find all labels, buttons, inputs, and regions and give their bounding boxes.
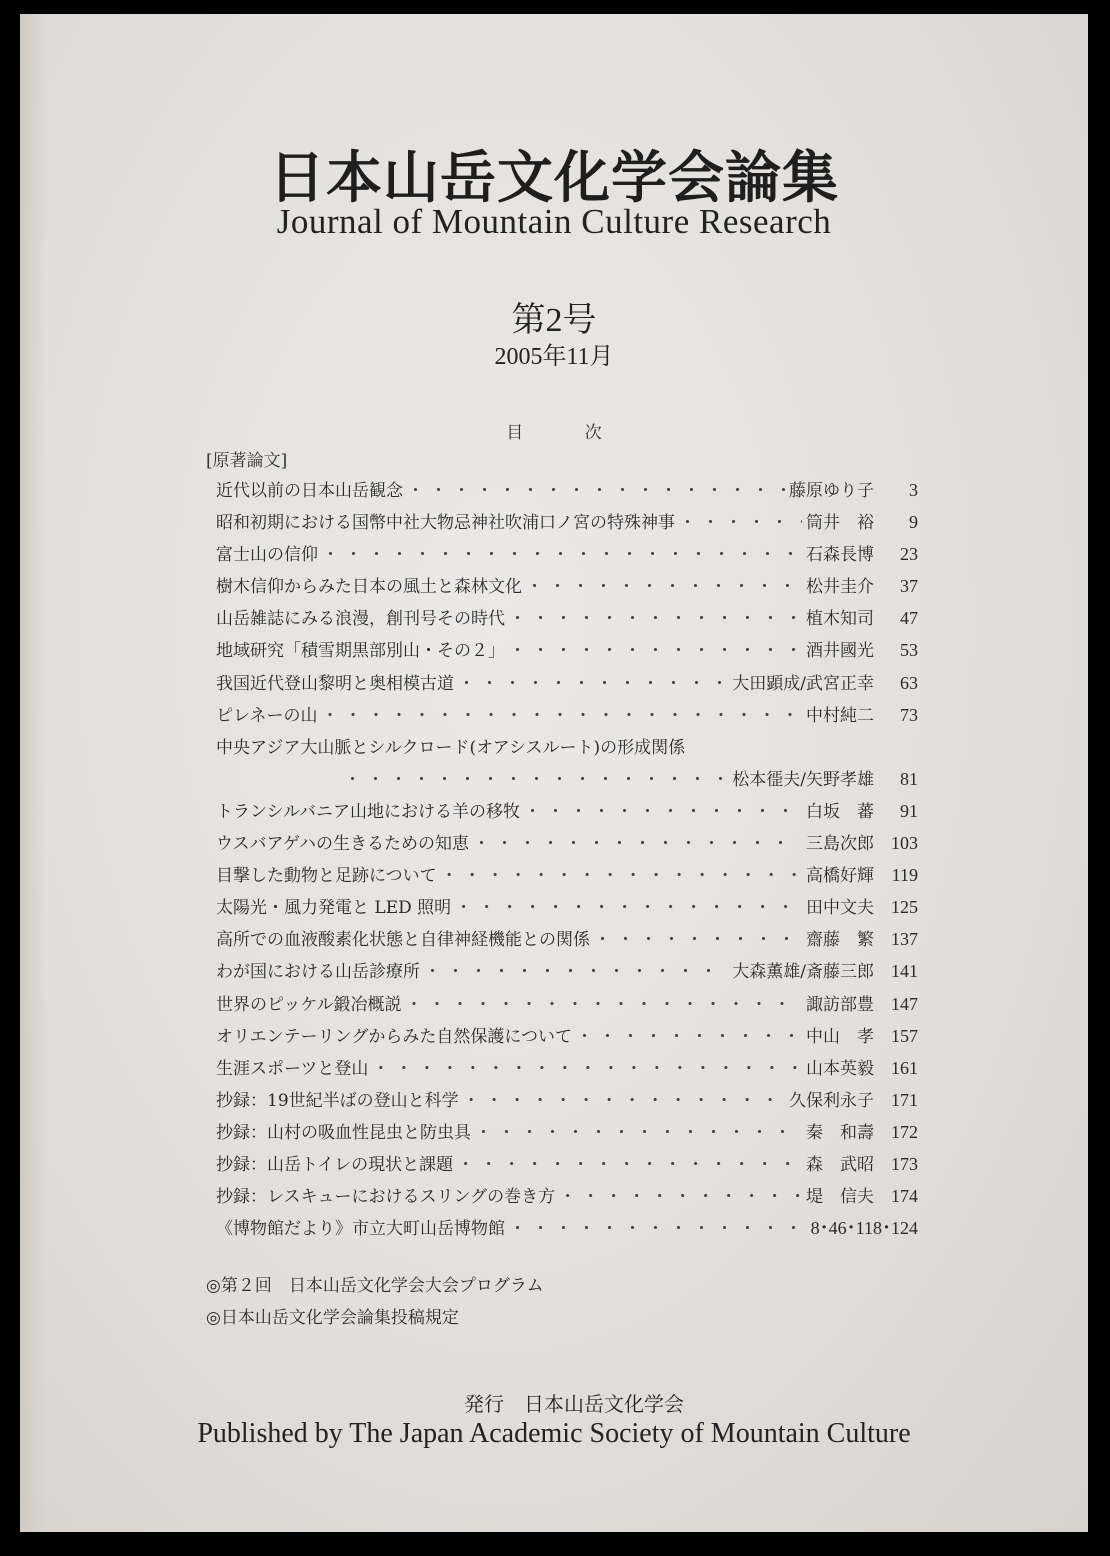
toc-row <box>216 604 918 636</box>
toc-leader-dots <box>344 765 728 790</box>
toc-author: 筒井 裕 <box>806 513 874 534</box>
toc-page-number: 141 <box>891 961 918 982</box>
toc-row <box>216 669 918 701</box>
toc-row <box>216 1214 918 1246</box>
toc-title: 目撃した動物と足跡について <box>216 866 437 887</box>
toc-row <box>216 957 918 989</box>
toc-leader-dots <box>475 1118 802 1143</box>
toc-title: 富士山の信仰 <box>216 545 318 566</box>
toc-leader-dots <box>509 636 802 661</box>
toc-title: オリエンテーリングからみた自然保護について <box>216 1026 572 1047</box>
toc-page-number: 73 <box>900 704 918 725</box>
toc-author: 植木知司 <box>806 609 874 630</box>
toc-title: 抄録：19世紀半ばの登山と科学 <box>216 1090 459 1111</box>
toc-page-number: 23 <box>900 544 918 565</box>
toc-row <box>216 990 918 1022</box>
toc-author: 酒井國光 <box>806 641 874 662</box>
toc-page-number: 157 <box>891 1025 918 1046</box>
toc-leader-dots <box>679 508 802 533</box>
note-item: ◎第２回 日本山岳文化学会大会プログラム <box>206 1276 544 1296</box>
toc-title: 抄録：レスキューにおけるスリングの巻き方 <box>216 1187 556 1208</box>
toc-leader-dots <box>424 957 728 982</box>
toc-row <box>216 765 918 797</box>
toc-title: 地域研究「積雪期黒部別山・その２」 <box>216 641 505 662</box>
toc-page-number: 63 <box>900 672 918 693</box>
toc-page-number: 174 <box>891 1186 918 1207</box>
toc-leader-dots <box>372 1054 802 1079</box>
toc-leader-dots <box>457 1150 802 1175</box>
toc-row <box>216 1150 918 1182</box>
note-item: ◎日本山岳文化学会論集投稿規定 <box>206 1308 459 1328</box>
toc-leader-dots <box>559 1182 802 1207</box>
toc-leader-dots <box>322 701 803 726</box>
toc-author: 藤原ゆり子 <box>789 481 874 501</box>
toc-author: 中村純二 <box>806 705 874 726</box>
journal-cover <box>20 14 1088 1532</box>
toc-leader-dots <box>526 572 802 597</box>
toc-row <box>216 508 918 540</box>
toc-author: 田中文夫 <box>806 898 874 919</box>
toc-page-number: 147 <box>891 993 918 1014</box>
toc-leader-dots <box>576 1022 802 1047</box>
toc-row <box>216 797 918 829</box>
toc-title: 山岳雑誌にみる浪漫，創刊号その時代 <box>216 609 505 630</box>
toc-page-number: 171 <box>891 1089 918 1110</box>
toc-title: 近代以前の日本山岳観念 <box>216 481 403 501</box>
toc-page-number: 103 <box>891 833 918 854</box>
toc-page-number: 119 <box>891 865 918 886</box>
toc-page-number: 173 <box>891 1153 918 1174</box>
toc-page-number: 91 <box>900 800 918 821</box>
toc-title: 世界のピッケル鍛冶概説 <box>216 994 402 1015</box>
toc-author: 齋藤 繁 <box>806 930 874 951</box>
notes <box>206 1270 544 1334</box>
toc-title: 高所での血液酸素化状態と自律神経機能との関係 <box>216 930 590 951</box>
publisher-en: Published by The Japan Academic Society of Mountain Culture <box>197 1418 911 1449</box>
toc-row <box>216 733 918 765</box>
toc-author: 大田顕成/武宮正幸 <box>732 673 874 694</box>
toc-row <box>216 1182 918 1214</box>
toc-page-number: 9 <box>909 512 918 533</box>
toc-author: 森 武昭 <box>806 1154 874 1175</box>
toc-title: 我国近代登山黎明と奥相模古道 <box>216 673 454 694</box>
toc-author: 久保利永子 <box>789 1090 874 1111</box>
toc-page-number: 161 <box>891 1057 918 1078</box>
toc-row <box>216 476 918 508</box>
toc-leader-dots <box>322 540 802 565</box>
journal-title-jp: 日本山岳文化学会論集 <box>269 146 839 211</box>
toc-title: 抄録：山岳トイレの現状と課題 <box>216 1154 454 1175</box>
toc-row <box>216 893 918 925</box>
toc-row <box>216 1086 918 1118</box>
toc-page-number: 172 <box>891 1121 918 1142</box>
toc-title: 中央アジア大山脈とシルクロード(オアシスルート)の形成関係 <box>216 737 686 758</box>
toc-author: 白坂 蕃 <box>806 801 874 822</box>
toc-row <box>216 925 918 957</box>
toc-leader-dots <box>509 1214 807 1239</box>
toc-leader-dots <box>407 476 785 501</box>
toc-row <box>216 1054 918 1086</box>
toc-author: 中山 孝 <box>806 1026 874 1047</box>
toc-title: 太陽光・風力発電と LED 照明 <box>216 898 452 919</box>
toc-row <box>216 572 918 604</box>
toc-row <box>216 861 918 893</box>
toc-author: 諏訪部豊 <box>806 994 874 1015</box>
toc-row <box>216 540 918 572</box>
toc-title: 《博物館だより》市立大町山岳博物館 <box>216 1219 505 1240</box>
toc-row <box>216 636 918 668</box>
toc-page-number: 47 <box>900 608 918 629</box>
toc-leader-dots <box>405 990 802 1015</box>
issue-date: 2005年11月 <box>494 344 614 370</box>
toc-row <box>216 1022 918 1054</box>
toc-page-number: 8･46･118･124 <box>810 1218 918 1239</box>
toc-title: ウスバアゲハの生きるための知恵 <box>216 834 469 855</box>
toc-leader-dots <box>463 1086 785 1111</box>
publisher-jp: 発行 日本山岳文化学会 <box>464 1392 684 1416</box>
table-of-contents <box>216 476 918 1246</box>
toc-author: 堤 信夫 <box>806 1187 874 1208</box>
toc-author: 松本徰夫/矢野孝雄 <box>732 769 874 790</box>
toc-author: 大森薫雄/斎藤三郎 <box>732 962 874 983</box>
toc-heading: 目 次 <box>506 423 630 443</box>
toc-author: 石森長博 <box>806 545 874 566</box>
section-label: [原著論文] <box>206 451 288 471</box>
toc-leader-dots <box>473 829 802 854</box>
toc-leader-dots <box>524 797 802 822</box>
toc-row <box>216 829 918 861</box>
toc-title: 抄録：山村の吸血性昆虫と防虫具 <box>216 1122 471 1143</box>
toc-title: トランシルバニア山地における羊の移牧 <box>216 801 520 822</box>
toc-page-number: 125 <box>891 897 918 918</box>
toc-leader-dots <box>441 861 802 886</box>
toc-row <box>216 1118 918 1150</box>
toc-title: 生涯スポーツと登山 <box>216 1058 369 1079</box>
toc-author: 三島次郎 <box>806 834 874 855</box>
toc-page-number: 53 <box>900 640 918 661</box>
journal-title-en: Journal of Mountain Culture Research <box>276 202 832 241</box>
toc-author: 松井圭介 <box>806 577 874 598</box>
issue-number: 第2号 <box>511 302 597 339</box>
toc-author: 高橋好輝 <box>806 866 874 887</box>
toc-page-number: 137 <box>891 929 918 950</box>
toc-title: 樹木信仰からみた日本の風土と森林文化 <box>216 577 522 598</box>
toc-author: 秦 和壽 <box>806 1122 874 1143</box>
toc-title: わが国における山岳診療所 <box>216 962 420 983</box>
toc-leader-dots <box>455 893 802 918</box>
toc-leader-dots <box>594 925 802 950</box>
toc-author: 山本英毅 <box>806 1058 874 1079</box>
toc-page-number: 81 <box>900 768 918 789</box>
toc-page-number: 37 <box>900 576 918 597</box>
toc-leader-dots <box>509 604 802 629</box>
toc-title: 昭和初期における国幣中社大物忌神社吹浦口ノ宮の特殊神事 <box>216 513 675 534</box>
toc-page-number: 3 <box>909 480 918 500</box>
toc-leader-dots <box>458 669 728 694</box>
toc-row <box>216 701 918 733</box>
toc-title: ピレネーの山 <box>216 705 318 726</box>
